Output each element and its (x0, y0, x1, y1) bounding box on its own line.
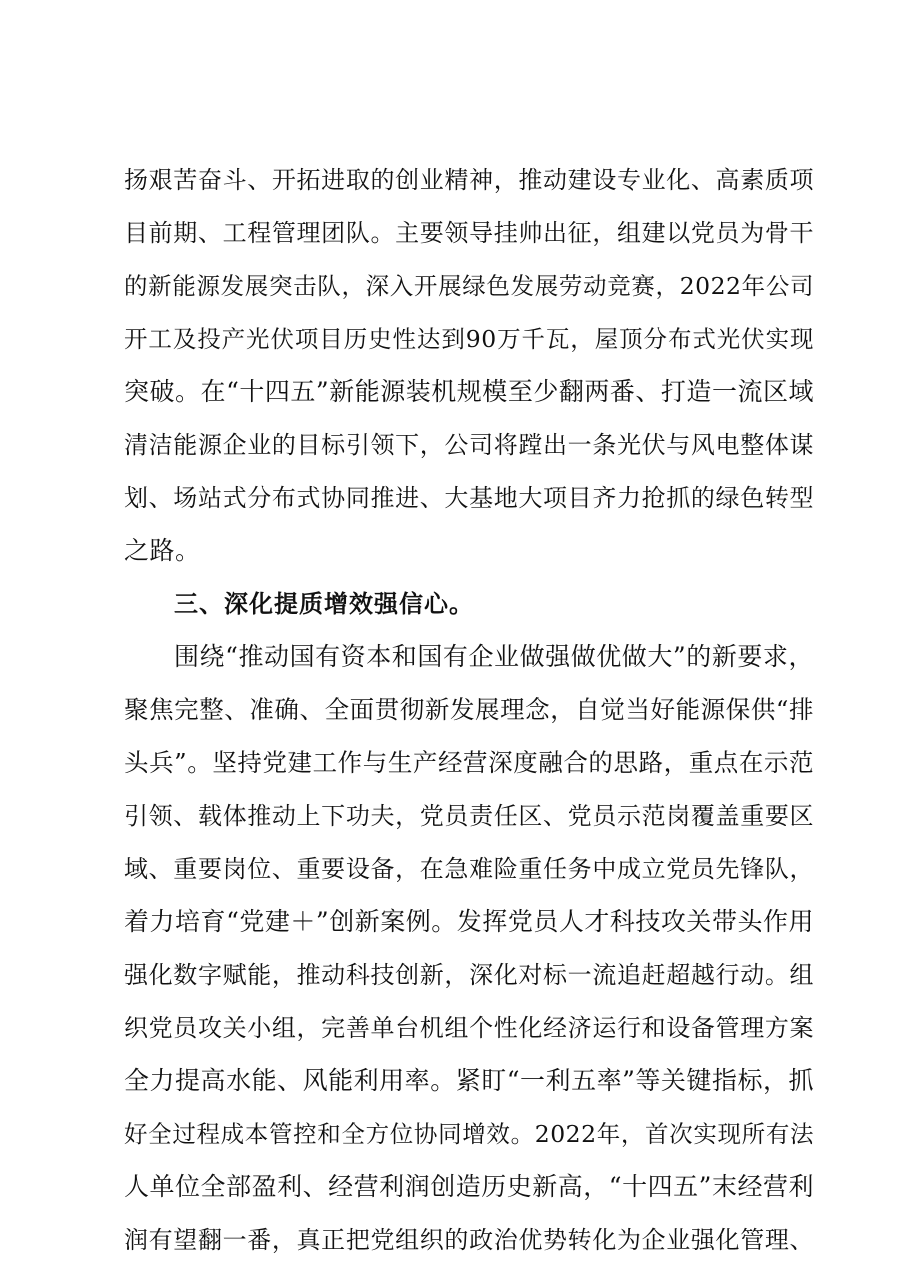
paragraph-2-line-1: 围绕“推动国有资本和国有企业做强做优做大”的新要求， (174, 642, 814, 671)
paragraph-2-line-7: 强化数字赋能，推动科技创新，深化对标一流追赶超越行动。组 (124, 961, 814, 989)
paragraph-2-line-6: 着力培育“党建＋”创新案例。发挥党员人才科技攻关带头作用 (124, 907, 814, 936)
paragraph-1-line-5: 突破。在“十四五”新能源装机规模至少翻两番、打造一流区域 (124, 377, 814, 406)
paragraph-1-line-7: 划、场站式分布式协同推进、大基地大项目齐力抢抓的绿色转型 (124, 484, 814, 512)
paragraph-2-line-9: 全力提高水能、风能利用率。紧盯“一利五率”等关键指标，抓 (124, 1066, 814, 1095)
paragraph-1-line-2: 目前期、工程管理团队。主要领导挂帅出征，组建以党员为骨干 (124, 219, 814, 247)
paragraph-2-line-2: 聚焦完整、准确、全面贯彻新发展理念，自觉当好能源保供“排 (124, 695, 814, 724)
paragraph-1-line-4: 开工及投产光伏项目历史性达到90万千瓦，屋顶分布式光伏实现 (124, 325, 814, 353)
paragraph-2-line-11: 人单位全部盈利、经营利润创造历史新高，“十四五”末经营利 (124, 1172, 814, 1201)
paragraph-1-line-6: 清洁能源企业的目标引领下，公司将蹚出一条光伏与风电整体谋 (124, 431, 814, 459)
paragraph-2-line-10: 好全过程成本管控和全方位协同增效。2022年，首次实现所有法 (124, 1120, 814, 1148)
paragraph-2-line-8: 织党员攻关小组，完善单台机组个性化经济运行和设备管理方案 (124, 1014, 814, 1042)
section-heading: 三、深化提质增效强信心。 (174, 590, 474, 618)
paragraph-2-line-3: 头兵”。坚持党建工作与生产经营深度融合的思路，重点在示范 (124, 748, 814, 777)
paragraph-2-line-12: 润有望翻一番，真正把党组织的政治优势转化为企业强化管理、 (124, 1226, 814, 1254)
paragraph-2-line-5: 域、重要岗位、重要设备，在急难险重任务中成立党员先锋队， (124, 855, 814, 883)
paragraph-1-line-3: 的新能源发展突击队，深入开展绿色发展劳动竞赛，2022年公司 (124, 272, 814, 300)
paragraph-1-line-8: 之路。 (124, 536, 201, 565)
paragraph-2-line-4: 引领、载体推动上下功夫，党员责任区、党员示范岗覆盖重要区 (124, 802, 814, 830)
paragraph-1-line-1: 扬艰苦奋斗、开拓进取的创业精神，推动建设专业化、高素质项 (124, 166, 814, 194)
